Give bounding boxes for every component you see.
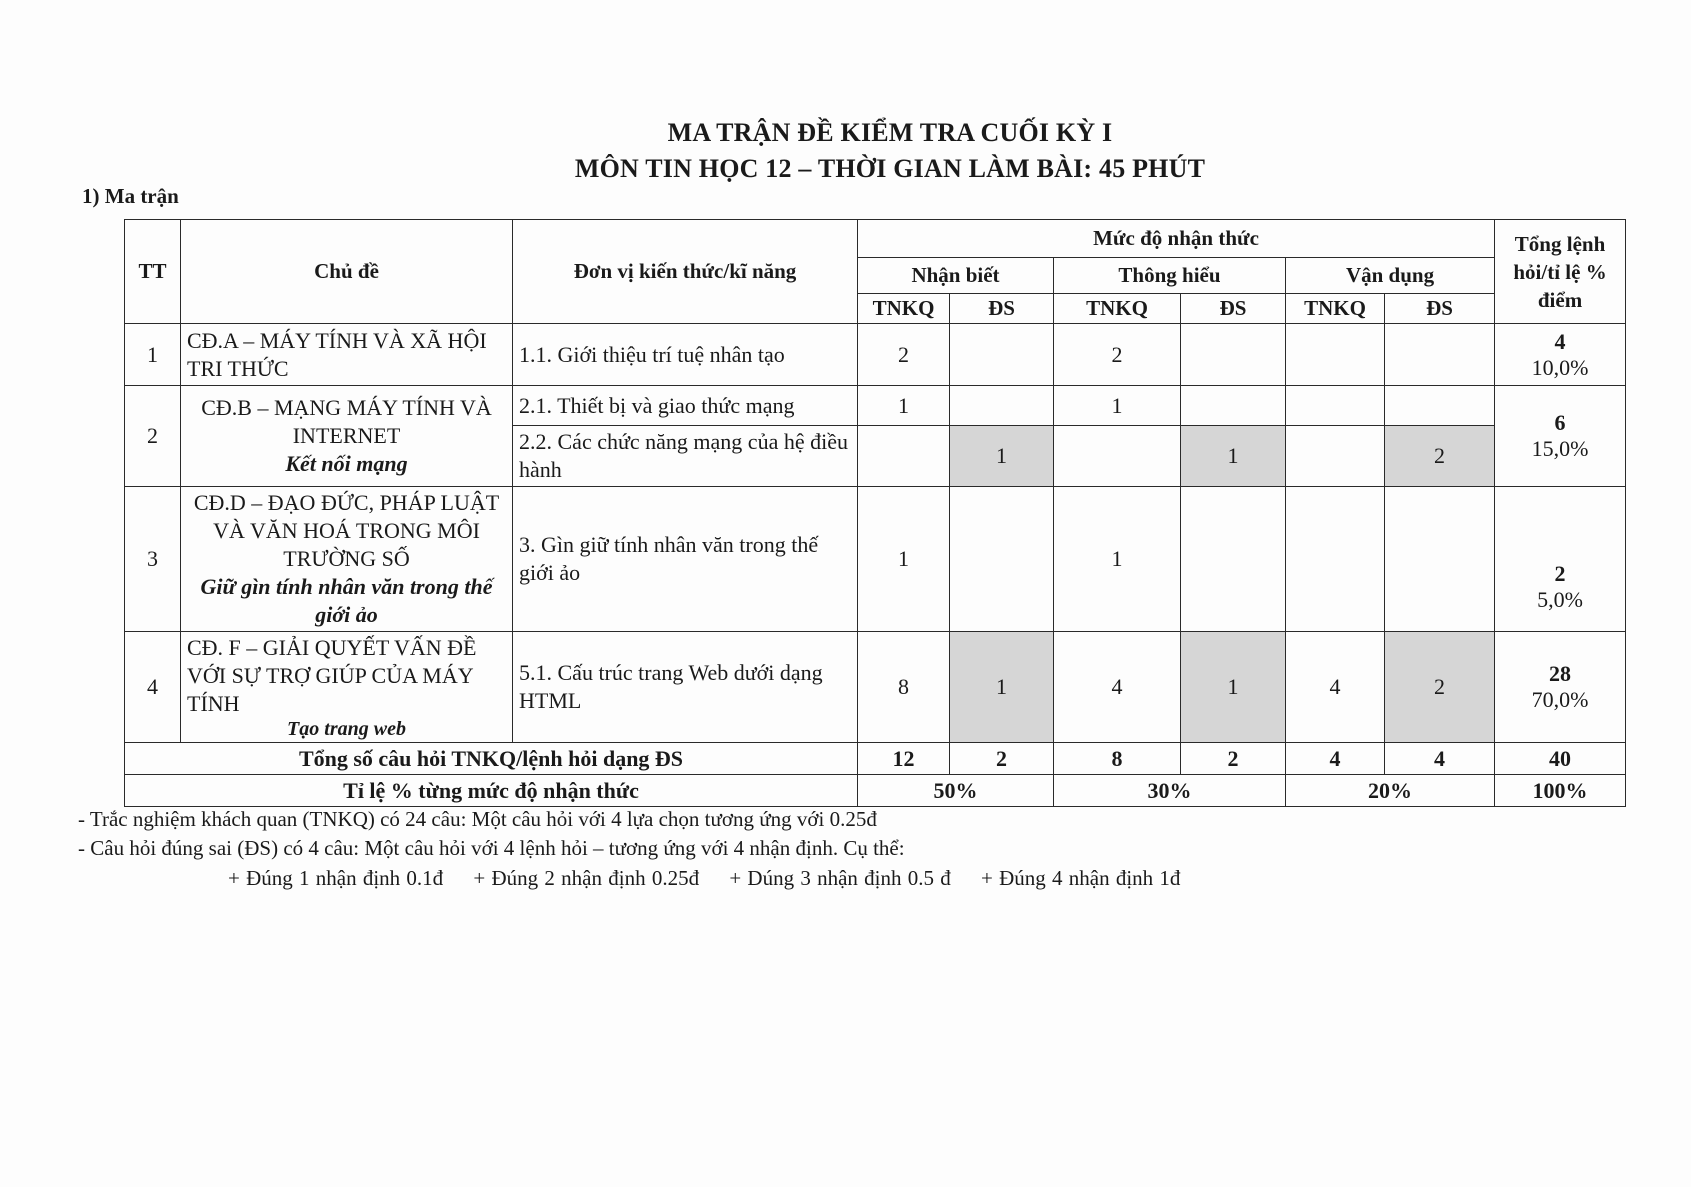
header-nhan-biet: Nhận biết: [858, 258, 1054, 294]
cell-vd-ds: 2: [1385, 632, 1495, 743]
header-van-dung: Vận dụng: [1286, 258, 1495, 294]
total-count: 2: [1554, 561, 1566, 586]
header-level: Mức độ nhận thức: [858, 220, 1495, 258]
scoring-item: + Dúng 3 nhận định 0.5 đ: [729, 866, 951, 890]
cell-th-ds: [1181, 386, 1286, 426]
header-ds: ĐS: [1385, 294, 1495, 324]
scoring-item: + Đúng 1 nhận định 0.1đ: [228, 866, 444, 890]
total-count: 6: [1554, 410, 1566, 435]
cell-nb-ds: [950, 487, 1054, 632]
total-percent: 10,0%: [1531, 354, 1589, 380]
scoring-item: + Đúng 2 nhận định 0.25đ: [473, 866, 700, 890]
topic-name: CĐ.B – MẠNG MÁY TÍNH VÀ INTERNET: [201, 395, 492, 448]
header-thong-hieu: Thông hiểu: [1054, 258, 1286, 294]
topic-cell: [181, 632, 513, 743]
total-percent: 70,0%: [1531, 687, 1589, 712]
header-unit: Đơn vị kiến thức/kĩ năng: [513, 220, 858, 324]
percent-vd: 20%: [1286, 775, 1495, 807]
header-tt: TT: [125, 220, 181, 324]
cell-nb-tnkq: 8: [858, 632, 950, 743]
cell-nb-tnkq: 2: [858, 324, 950, 386]
table-row: [125, 324, 1626, 386]
total-cell: [1495, 386, 1626, 487]
cell-th-tnkq: 1: [1054, 487, 1181, 632]
topic-subtitle: Giữ gìn tính nhân văn trong thế giới ảo: [200, 574, 493, 627]
page-subtitle: MÔN TIN HỌC 12 – THỜI GIAN LÀM BÀI: 45 PHÚT: [574, 154, 1206, 183]
sum-vd-ds: 4: [1385, 743, 1495, 775]
sum-vd-tnkq: 4: [1286, 743, 1385, 775]
cell-vd-tnkq: [1286, 487, 1385, 632]
cell-vd-tnkq: [1286, 386, 1385, 426]
unit-cell: 3. Gìn giữ tính nhân văn trong thế giới ảo: [513, 487, 858, 632]
section-heading: 1) Ma trận: [82, 184, 179, 208]
cell-vd-ds: [1385, 487, 1495, 632]
sum-nb-ds: 2: [950, 743, 1054, 775]
topic-cell: [181, 386, 513, 487]
cell-vd-ds: 2: [1385, 426, 1495, 487]
row-number: 1: [125, 324, 181, 386]
row-number: 2: [125, 386, 181, 487]
sum-nb-tnkq: 12: [858, 743, 950, 775]
cell-th-tnkq: 1: [1054, 386, 1181, 426]
cell-th-tnkq: 2: [1054, 324, 1181, 386]
unit-cell: 2.1. Thiết bị và giao thức mạng: [513, 386, 858, 426]
cell-nb-tnkq: 1: [858, 386, 950, 426]
cell-vd-ds: [1385, 386, 1495, 426]
total-cell: [1495, 632, 1626, 743]
page-title: MA TRẬN ĐỀ KIỂM TRA CUỐI KỲ I: [667, 118, 1113, 147]
header-tnkq: TNKQ: [858, 294, 950, 324]
cell-th-ds: [1181, 324, 1286, 386]
table-row: [125, 487, 1626, 632]
percent-total: 100%: [1495, 775, 1626, 807]
topic-name: CĐ. F – GIẢI QUYẾT VẤN ĐỀ VỚI SỰ TRỢ GIÚP CỦA MÁY TÍNH: [187, 635, 477, 716]
header-topic: Chủ đề: [181, 220, 513, 324]
topic-cell: [181, 487, 513, 632]
total-cell: [1495, 324, 1626, 386]
table-row: [125, 386, 1626, 426]
cell-th-tnkq: [1054, 426, 1181, 487]
cell-vd-ds: [1385, 324, 1495, 386]
cell-nb-ds: 1: [950, 632, 1054, 743]
sum-th-tnkq: 8: [1054, 743, 1181, 775]
cell-nb-ds: [950, 324, 1054, 386]
sum-th-ds: 2: [1181, 743, 1286, 775]
cell-nb-tnkq: [858, 426, 950, 487]
topic-subtitle: Kết nối mạng: [285, 451, 408, 476]
cell-vd-tnkq: [1286, 426, 1385, 487]
scoring-item: + Đúng 4 nhận định 1đ: [981, 866, 1181, 890]
percent-row: [125, 775, 1626, 807]
unit-cell: 1.1. Giới thiệu trí tuệ nhân tạo: [513, 324, 858, 386]
percent-th: 30%: [1054, 775, 1286, 807]
topic-subtitle: Tạo trang web: [287, 718, 406, 740]
unit-cell: 5.1. Cấu trúc trang Web dưới dạng HTML: [513, 632, 858, 743]
total-percent: 5,0%: [1537, 587, 1583, 612]
cell-nb-ds: 1: [950, 426, 1054, 487]
topic-name: CĐ.D – ĐẠO ĐỨC, PHÁP LUẬT VÀ VĂN HOÁ TRONG MÔI TRƯỜNG SỐ: [193, 490, 500, 571]
cell-nb-ds: [950, 386, 1054, 426]
cell-nb-tnkq: 1: [858, 487, 950, 632]
total-count: 4: [1554, 328, 1566, 354]
percent-nb: 50%: [858, 775, 1054, 807]
sum-total: 40: [1495, 743, 1626, 775]
cell-th-ds: 1: [1181, 426, 1286, 487]
sum-row: [125, 743, 1626, 775]
header-tnkq: TNKQ: [1054, 294, 1181, 324]
topic-cell: CĐ.A – MÁY TÍNH VÀ XÃ HỘI TRI THỨC: [181, 324, 513, 386]
header-ds: ĐS: [950, 294, 1054, 324]
cell-vd-tnkq: 4: [1286, 632, 1385, 743]
percent-row-label: Tỉ lệ % từng mức độ nhận thức: [125, 775, 858, 807]
unit-cell: 2.2. Các chức năng mạng của hệ điều hành: [513, 426, 858, 487]
total-count: 28: [1549, 661, 1572, 686]
cell-th-tnkq: 4: [1054, 632, 1181, 743]
total-cell: [1495, 487, 1626, 632]
sum-row-label: Tổng số câu hỏi TNKQ/lệnh hỏi dạng ĐS: [125, 743, 858, 775]
header-tnkq: TNKQ: [1286, 294, 1385, 324]
note-tnkq: - Trắc nghiệm khách quan (TNKQ) có 24 câu: Một câu hỏi với 4 lựa chọn tương ứng với 0.25đ: [78, 807, 877, 831]
cell-vd-tnkq: [1286, 324, 1385, 386]
row-number: 4: [125, 632, 181, 743]
cell-th-ds: 1: [1181, 632, 1286, 743]
header-ds: ĐS: [1181, 294, 1286, 324]
header-total: Tổng lệnh hỏi/tỉ lệ % điểm: [1495, 220, 1626, 324]
total-percent: 15,0%: [1531, 436, 1589, 461]
exam-matrix-table: [124, 219, 1626, 807]
note-ds: - Câu hỏi đúng sai (ĐS) có 4 câu: Một câu hỏi với 4 lệnh hỏi – tương ứng với 4 nhận định. Cụ thể:: [78, 836, 905, 860]
note-scoring: [228, 866, 1204, 891]
table-row: [125, 632, 1626, 743]
cell-th-ds: [1181, 487, 1286, 632]
row-number: 3: [125, 487, 181, 632]
